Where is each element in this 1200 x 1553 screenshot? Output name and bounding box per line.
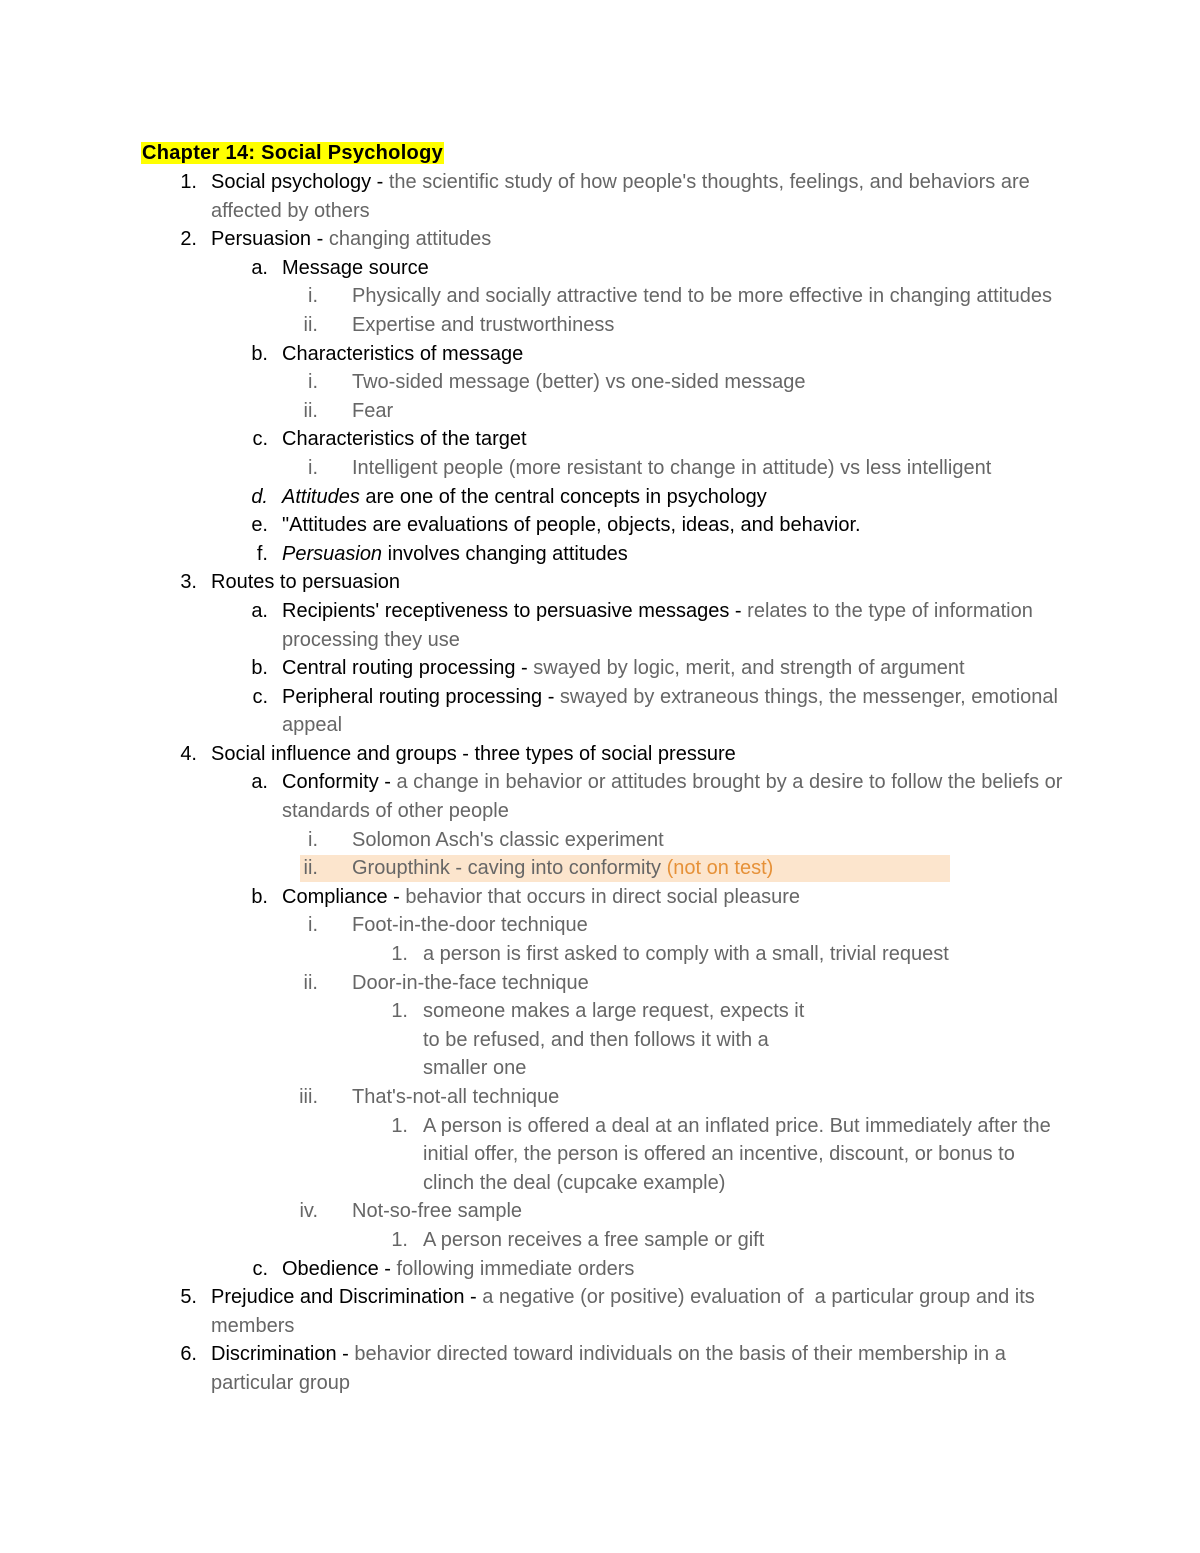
term: Characteristics of the target (282, 428, 527, 451)
chapter-title: Chapter 14: Social Psychology (142, 142, 444, 164)
list-marker: 4. (180, 742, 197, 765)
list-item (141, 683, 1071, 740)
list-item (141, 1340, 1071, 1397)
list-marker: 1. (391, 1228, 408, 1251)
list-item (141, 225, 1071, 254)
list-marker: 1. (391, 943, 408, 966)
list-item (141, 254, 1071, 283)
list-item (141, 540, 1071, 569)
list-marker: 1. (391, 1000, 408, 1023)
list-item (141, 654, 1071, 683)
definition: Physically and socially attractive tend to be more effective in changing attitudes (352, 285, 1053, 308)
term: Discrimination - (211, 1343, 355, 1366)
list-marker: i. (308, 371, 318, 394)
list-marker: d. (251, 485, 268, 508)
definition: swayed by logic, merit, and strength of argument (533, 657, 965, 680)
list-item (141, 1083, 1071, 1112)
list-marker: a. (251, 256, 268, 279)
list-marker: 2. (180, 228, 197, 251)
term: Peripheral routing processing - (282, 685, 560, 708)
list-item (141, 969, 1071, 998)
list-marker: c. (252, 1257, 268, 1280)
list-item (141, 483, 1071, 512)
list-item (141, 1112, 1071, 1198)
definition: A person is offered a deal at an inflated price. But immediately after the initial offer, the person is offered an incentive, discount, or bonus to clinch the deal (cupcake example) (423, 1114, 1051, 1194)
term: Obedience - (282, 1257, 397, 1280)
list-marker: b. (251, 885, 268, 908)
definition: changing attitudes (328, 228, 492, 251)
statement: are one of the central concepts in psychology (359, 485, 767, 508)
emphasis-term: Persuasion (282, 542, 383, 565)
list-marker: i. (308, 285, 318, 308)
list-item (141, 768, 1071, 825)
not-on-test-note: (not on test) (666, 857, 774, 880)
list-marker: ii. (303, 313, 318, 336)
definition: Two-sided message (better) vs one-sided message (352, 371, 806, 394)
definition: behavior that occurs in direct social pleasure (405, 885, 801, 908)
list-item (141, 282, 1071, 311)
definition: relates to the type of information processing they use (282, 599, 1033, 651)
term: Message source (282, 256, 429, 279)
list-item (141, 397, 1071, 426)
list-marker: 6. (180, 1343, 197, 1366)
definition: following immediate orders (396, 1257, 635, 1280)
definition: Groupthink - caving into conformity (352, 857, 667, 880)
definition: Intelligent people (more resistant to change in attitude) vs less intelligent (352, 456, 992, 479)
list-marker: a. (251, 599, 268, 622)
definition: someone makes a large request, expects it to be refused, and then follows it with a smaller one (423, 1000, 805, 1080)
definition: a negative (or positive) evaluation of a particular group and its members (211, 1286, 1041, 1337)
list-marker: i. (308, 828, 318, 851)
list-marker: ii. (303, 971, 318, 994)
list-item (141, 311, 1071, 340)
list-item (141, 597, 1071, 654)
list-marker: 3. (180, 571, 197, 594)
term: Persuasion - (211, 228, 329, 251)
list-item (141, 454, 1071, 483)
term: Social influence and groups - three types of social pressure (211, 742, 736, 765)
term: Social psychology - (211, 171, 389, 193)
definition: the scientific study of how people's thoughts, feelings, and behaviors are affected by others (211, 171, 1030, 222)
list-marker: f. (256, 542, 268, 565)
highlighted-list-item (141, 854, 1071, 883)
definition: That's-not-all technique (352, 1086, 560, 1108)
list-item (141, 425, 1071, 454)
list-marker: iii. (299, 1086, 318, 1108)
chapter-title-line (141, 139, 1071, 168)
list-marker: i. (308, 456, 318, 479)
list-marker: i. (308, 914, 318, 937)
list-item (141, 168, 1071, 225)
list-item (141, 997, 1071, 1083)
definition: a change in behavior or attitudes brought by a desire to follow the beliefs or standards of other people (282, 771, 1063, 823)
list-marker: e. (251, 514, 268, 537)
term: Prejudice and Discrimination - (211, 1286, 483, 1309)
emphasis-term: Attitudes (282, 485, 360, 508)
list-item (141, 940, 1071, 969)
definition: swayed by extraneous things, the messenger, emotional appeal (282, 685, 1058, 737)
list-item (141, 826, 1071, 855)
list-item (141, 740, 1071, 769)
list-item (141, 911, 1071, 940)
term: Routes to persuasion (211, 571, 401, 594)
definition: Not-so-free sample (352, 1200, 523, 1223)
term: Compliance - (282, 885, 406, 908)
definition: Door-in-the-face technique (352, 971, 589, 994)
list-item (141, 1283, 1071, 1340)
term: Central routing processing - (282, 657, 534, 680)
list-item (141, 568, 1071, 597)
list-marker: 1. (180, 171, 197, 193)
list-item (141, 883, 1071, 912)
list-marker: c. (252, 428, 268, 451)
term: Recipients' receptiveness to persuasive messages - (282, 599, 748, 622)
list-item (141, 368, 1071, 397)
list-marker: b. (251, 657, 268, 680)
list-marker: a. (251, 771, 268, 794)
definition: A person receives a free sample or gift (423, 1228, 765, 1251)
definition: a person is first asked to comply with a small, trivial request (423, 943, 949, 966)
statement: involves changing attitudes (382, 542, 628, 565)
definition: Expertise and trustworthiness (352, 313, 615, 336)
list-marker: c. (252, 685, 268, 708)
list-item (141, 1226, 1071, 1255)
statement: "Attitudes are evaluations of people, objects, ideas, and behavior. (282, 514, 861, 537)
list-marker: b. (251, 342, 268, 365)
list-item (141, 511, 1071, 540)
list-item (141, 1197, 1071, 1226)
list-item (141, 1255, 1071, 1284)
list-marker: ii. (303, 857, 318, 880)
list-marker: iv. (299, 1200, 318, 1223)
notes-body (141, 139, 1071, 1398)
list-marker: ii. (303, 399, 318, 422)
list-item (141, 340, 1071, 369)
definition: behavior directed toward individuals on the basis of their membership in a particular group (211, 1343, 1006, 1394)
definition: Fear (352, 399, 394, 422)
term: Conformity - (282, 771, 397, 794)
definition: Solomon Asch's classic experiment (352, 828, 664, 851)
term: Characteristics of message (282, 342, 524, 365)
list-marker: 5. (180, 1286, 197, 1309)
definition: Foot-in-the-door technique (352, 914, 588, 937)
list-marker: 1. (391, 1114, 408, 1137)
